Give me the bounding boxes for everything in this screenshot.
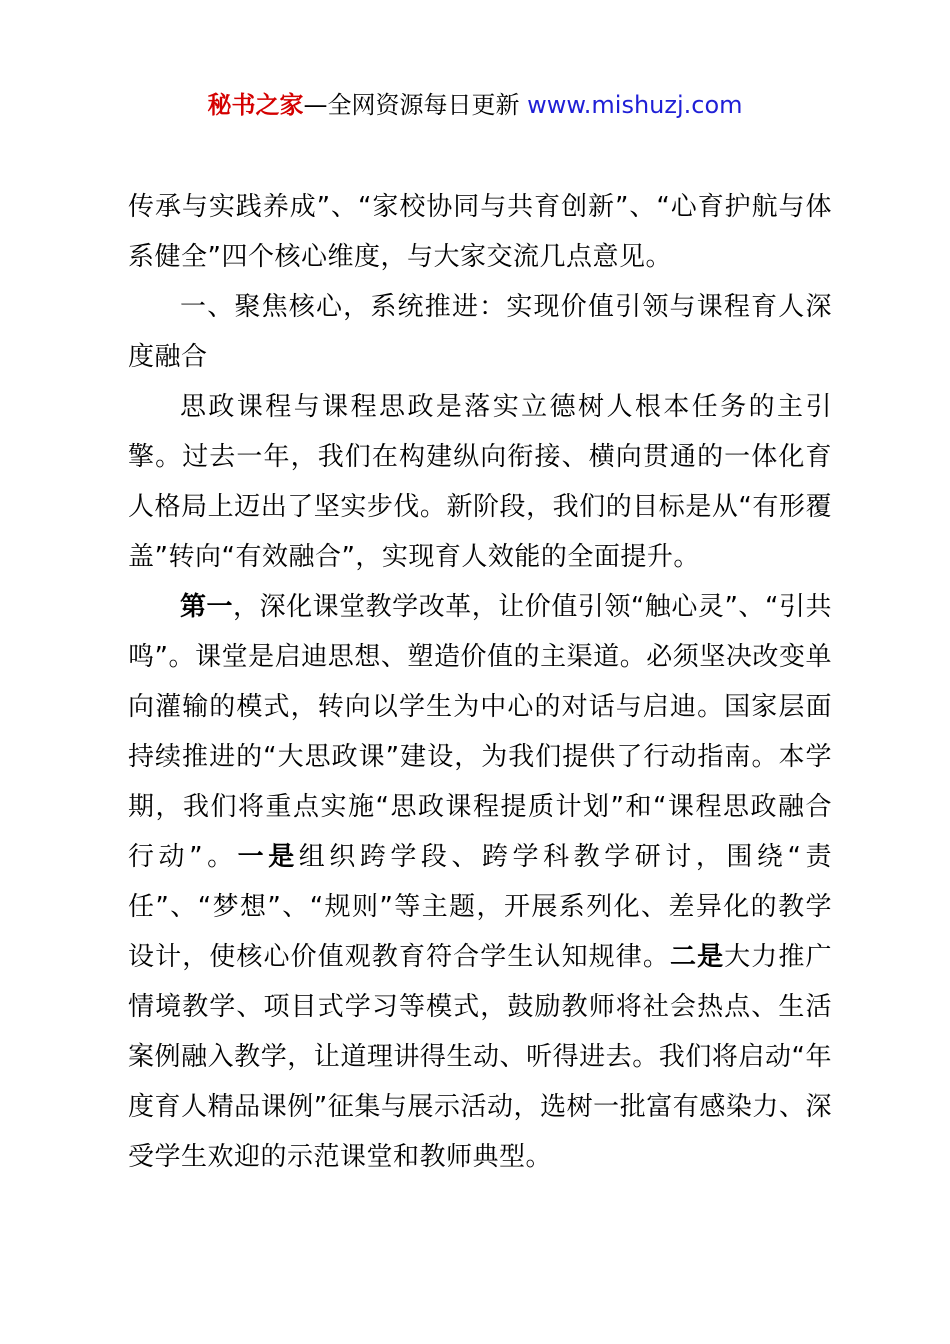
paragraph-overview: 思政课程与课程思政是落实立德树人根本任务的主引擎。过去一年，我们在构建纵向衔接、横向贯通的一体化育人格局上迈出了坚实步伐。新阶段，我们的目标是从“有形覆盖”转向“有效融合”，实现育人效能的全面提升。 [128, 392, 832, 572]
header-tagline: —全网资源每日更新 [303, 91, 528, 119]
lead-first: 第一 [180, 592, 234, 622]
section-heading: 一、聚焦核心，系统推进：实现价值引领与课程育人深度融合 [128, 292, 832, 372]
paragraph-intro-continuation: 传承与实践养成”、“家校协同与共育创新”、“心育护航与体系健全”四个核心维度，与大家交流几点意见。 [128, 192, 832, 272]
paragraph-text: ，深化课堂教学改革，让价值引领“触心灵”、“引共鸣”。课堂是启迪思想、塑造价值的主渠道。必须坚决改变单向灌输的模式，转向以学生为中心的对话与启迪。国家层面持续推进的“大思政课”建设，为我们提供了行动指南。本学期，我们将重点实施“思政课程提质计划”和“课程思政融合行动”。 [128, 592, 832, 872]
point-two-label: 二是 [669, 942, 725, 972]
paragraph-text: 大力推广情境教学、项目式学习等模式，鼓励教师将社会热点、生活案例融入教学，让道理讲得生动、听得进去。我们将启动“年度育人精品课例”征集与展示活动，选树一批富有感染力、深受学生欢迎的示范课堂和教师典型。 [128, 942, 832, 1172]
paragraph-text: 组织跨学段、跨学科教学研讨，围绕“责任”、“梦想”、“规则”等主题，开展系列化、差异化的教学设计，使核心价值观教育符合学生认知规律。 [128, 842, 832, 972]
website-link[interactable]: www.mishuzj.com [527, 91, 743, 119]
document-body [128, 182, 832, 1182]
brand-name: 秘书之家 [207, 91, 304, 119]
page-header [0, 88, 950, 122]
paragraph-first-measure [128, 582, 832, 1182]
point-one-label: 一是 [237, 842, 299, 872]
